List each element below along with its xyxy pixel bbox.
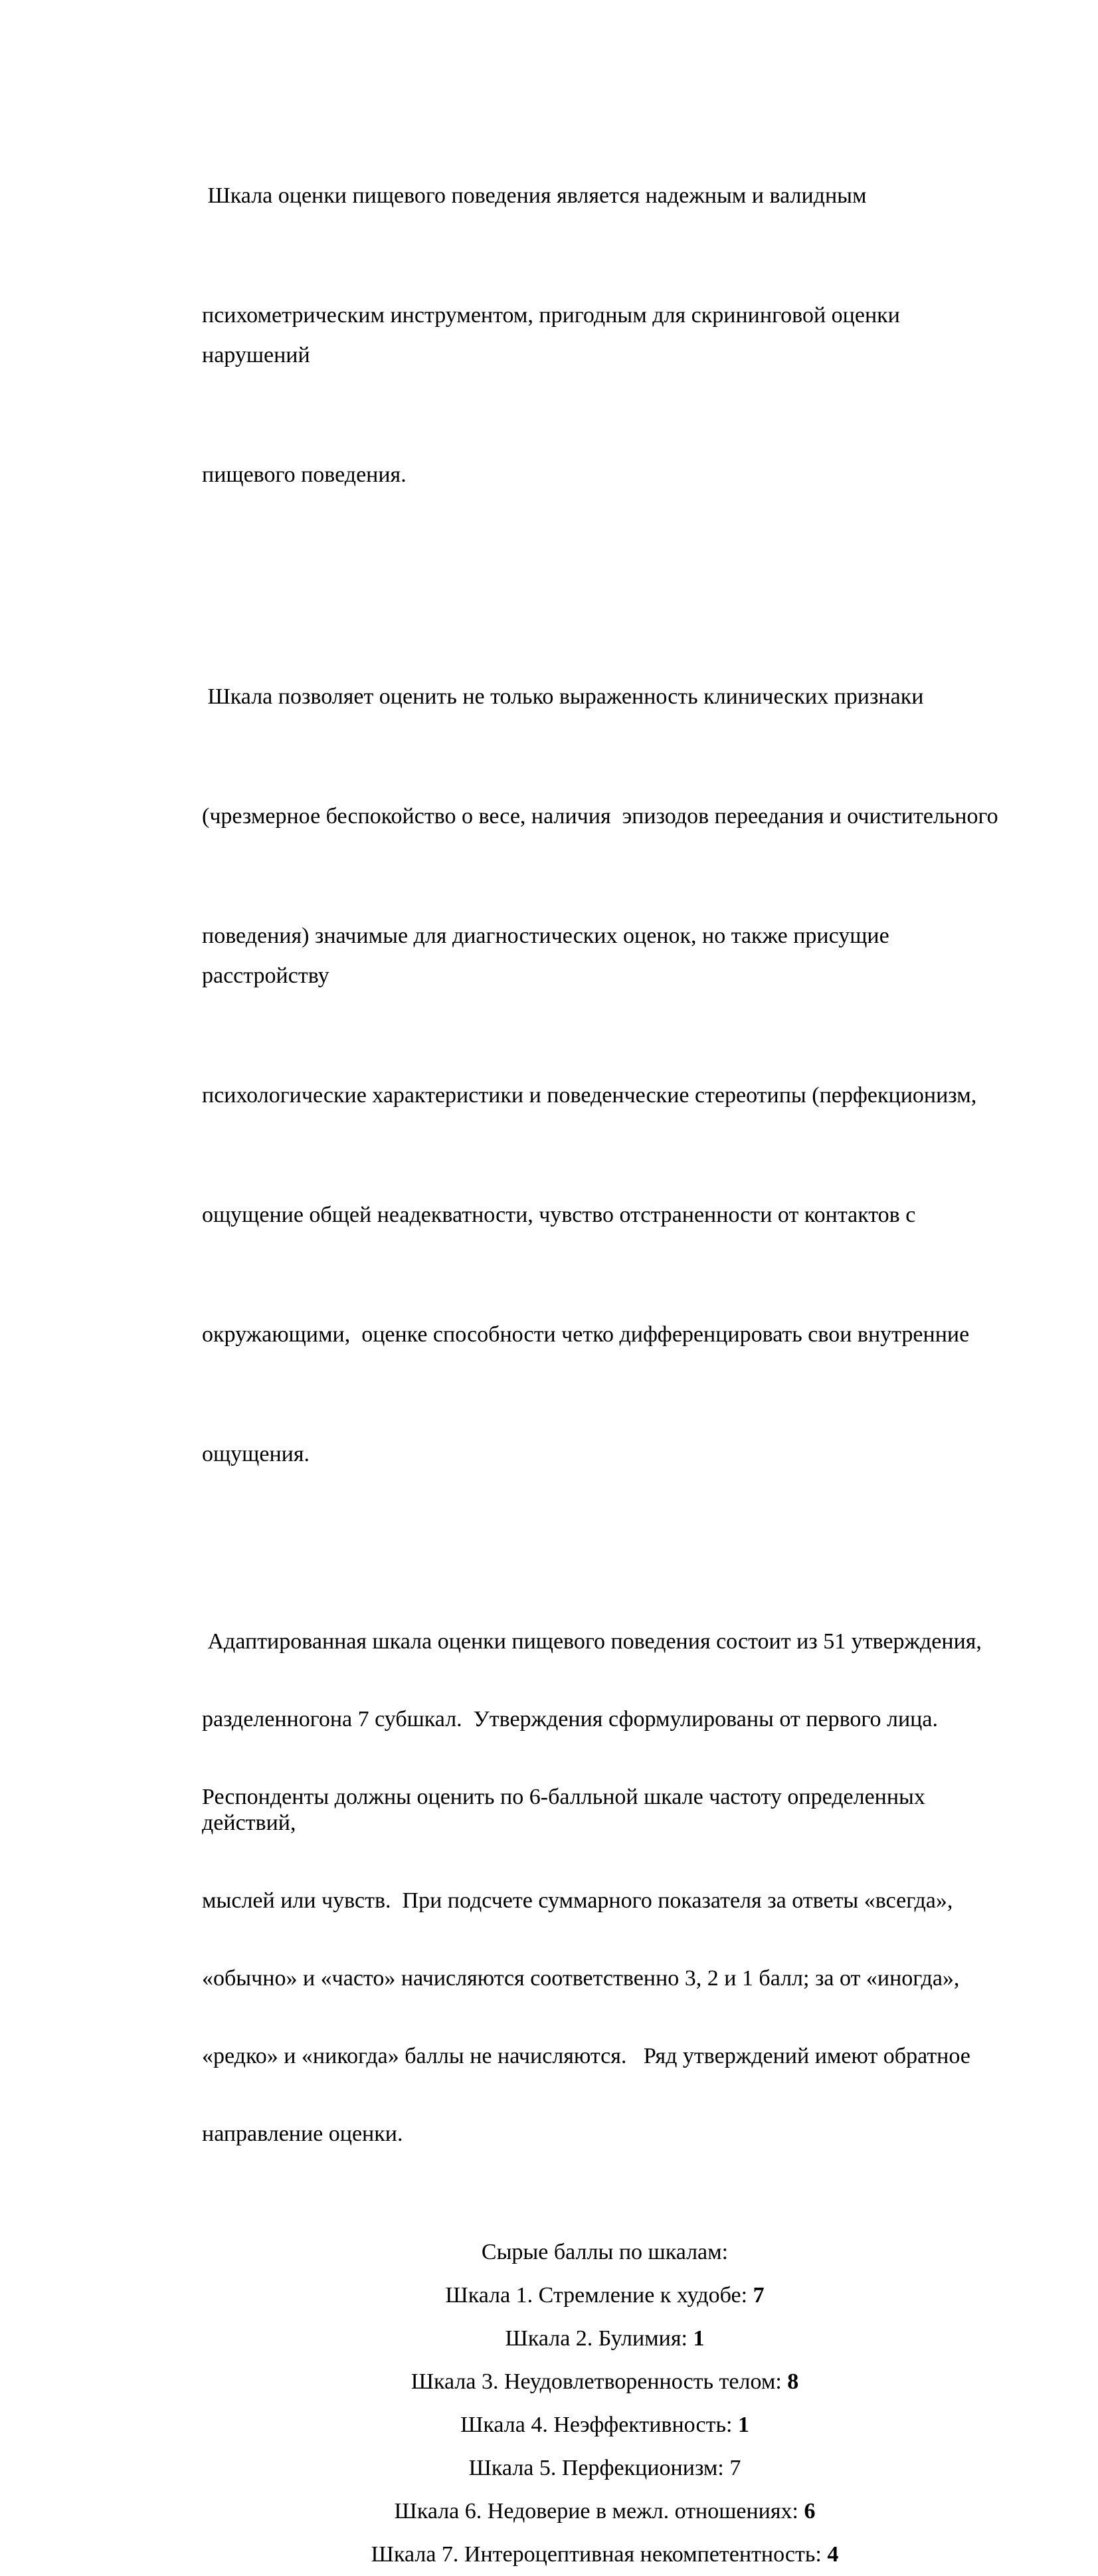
score-item: [202, 2317, 1008, 2360]
score-item: [202, 2274, 1008, 2317]
paragraph-line: пищевого поведения.: [202, 462, 407, 487]
paragraph-line: мыслей или чувств. При подсчете суммарного показателя за ответы «всегда»,: [202, 1888, 953, 1913]
score-item: [202, 2533, 1008, 2576]
score-value: 4: [827, 2542, 839, 2567]
score-item: [202, 2490, 1008, 2533]
paragraph-line: «редко» и «никогда» баллы не начисляются. Ряд утверждений имеют обратное: [202, 2044, 970, 2068]
paragraph-line: психометрическим инструментом, пригодным для скрининговой оценки нарушений: [202, 303, 906, 367]
paragraph-line: ощущения.: [202, 1442, 310, 1466]
score-value: 7: [729, 2456, 741, 2480]
intro-paragraph: [202, 96, 1008, 575]
paragraph-line: Адаптированная шкала оценки пищевого поведения состоит из 51 утверждения,: [202, 1629, 982, 1654]
score-value: 7: [753, 2283, 765, 2308]
paragraph-line: поведения) значимые для диагностических оценок, но также присущие расстройству: [202, 924, 895, 988]
paragraph-line: «обычно» и «часто» начисляются соответственно 3, 2 и 1 балл; за от «иногда»,: [202, 1966, 960, 1991]
paragraph-line: Респонденты должны оценить по 6-балльной шкале частоту определенных действий,: [202, 1785, 931, 1835]
paragraph-line: направление оценки.: [202, 2122, 403, 2146]
raw-scores-heading: Сырые баллы по шкалам:: [481, 2240, 729, 2264]
paragraph-line: (чрезмерное беспокойство о весе, наличия эпизодов переедания и очистительного: [202, 804, 998, 829]
score-item: [202, 2403, 1008, 2446]
paragraph-line: разделенногона 7 субшкал. Утверждения сформулированы от первого лица.: [202, 1707, 938, 1732]
paragraph-line: ощущение общей неадекватности, чувство отстраненности от контактов с: [202, 1203, 916, 1227]
score-label: Шкала 5. Перфекционизм:: [468, 2456, 730, 2480]
score-value: 1: [737, 2413, 749, 2437]
score-value: 1: [693, 2326, 705, 2351]
score-label: Шкала 3. Неудовлетворенность телом:: [411, 2369, 788, 2394]
score-item: [202, 2360, 1008, 2403]
paragraph-line: Шкала оценки пищевого поведения является надежным и валидным: [202, 183, 867, 208]
score-label: Шкала 2. Булимия:: [505, 2326, 693, 2351]
score-item: [202, 2446, 1008, 2490]
score-value: 8: [787, 2369, 799, 2394]
raw-scores-section: [202, 2230, 1008, 2576]
score-value: 6: [804, 2499, 816, 2524]
score-label: Шкала 1. Стремление к худобе:: [445, 2283, 753, 2308]
scoring-paragraph: [202, 1577, 1008, 2199]
description-paragraph: [202, 597, 1008, 1554]
paragraph-line: окружающими, оценке способности четко дифференцировать свои внутренние: [202, 1322, 970, 1347]
score-label: Шкала 4. Неэффективность:: [460, 2413, 738, 2437]
score-label: Шкала 6. Недоверие в межл. отношениях:: [394, 2499, 804, 2524]
score-label: Шкала 7. Интероцептивная некомпетентность:: [371, 2542, 828, 2567]
paragraph-line: психологические характеристики и поведенческие стереотипы (перфекционизм,: [202, 1083, 977, 1108]
paragraph-line: Шкала позволяет оценить не только выраженность клинических признаки: [202, 684, 924, 709]
